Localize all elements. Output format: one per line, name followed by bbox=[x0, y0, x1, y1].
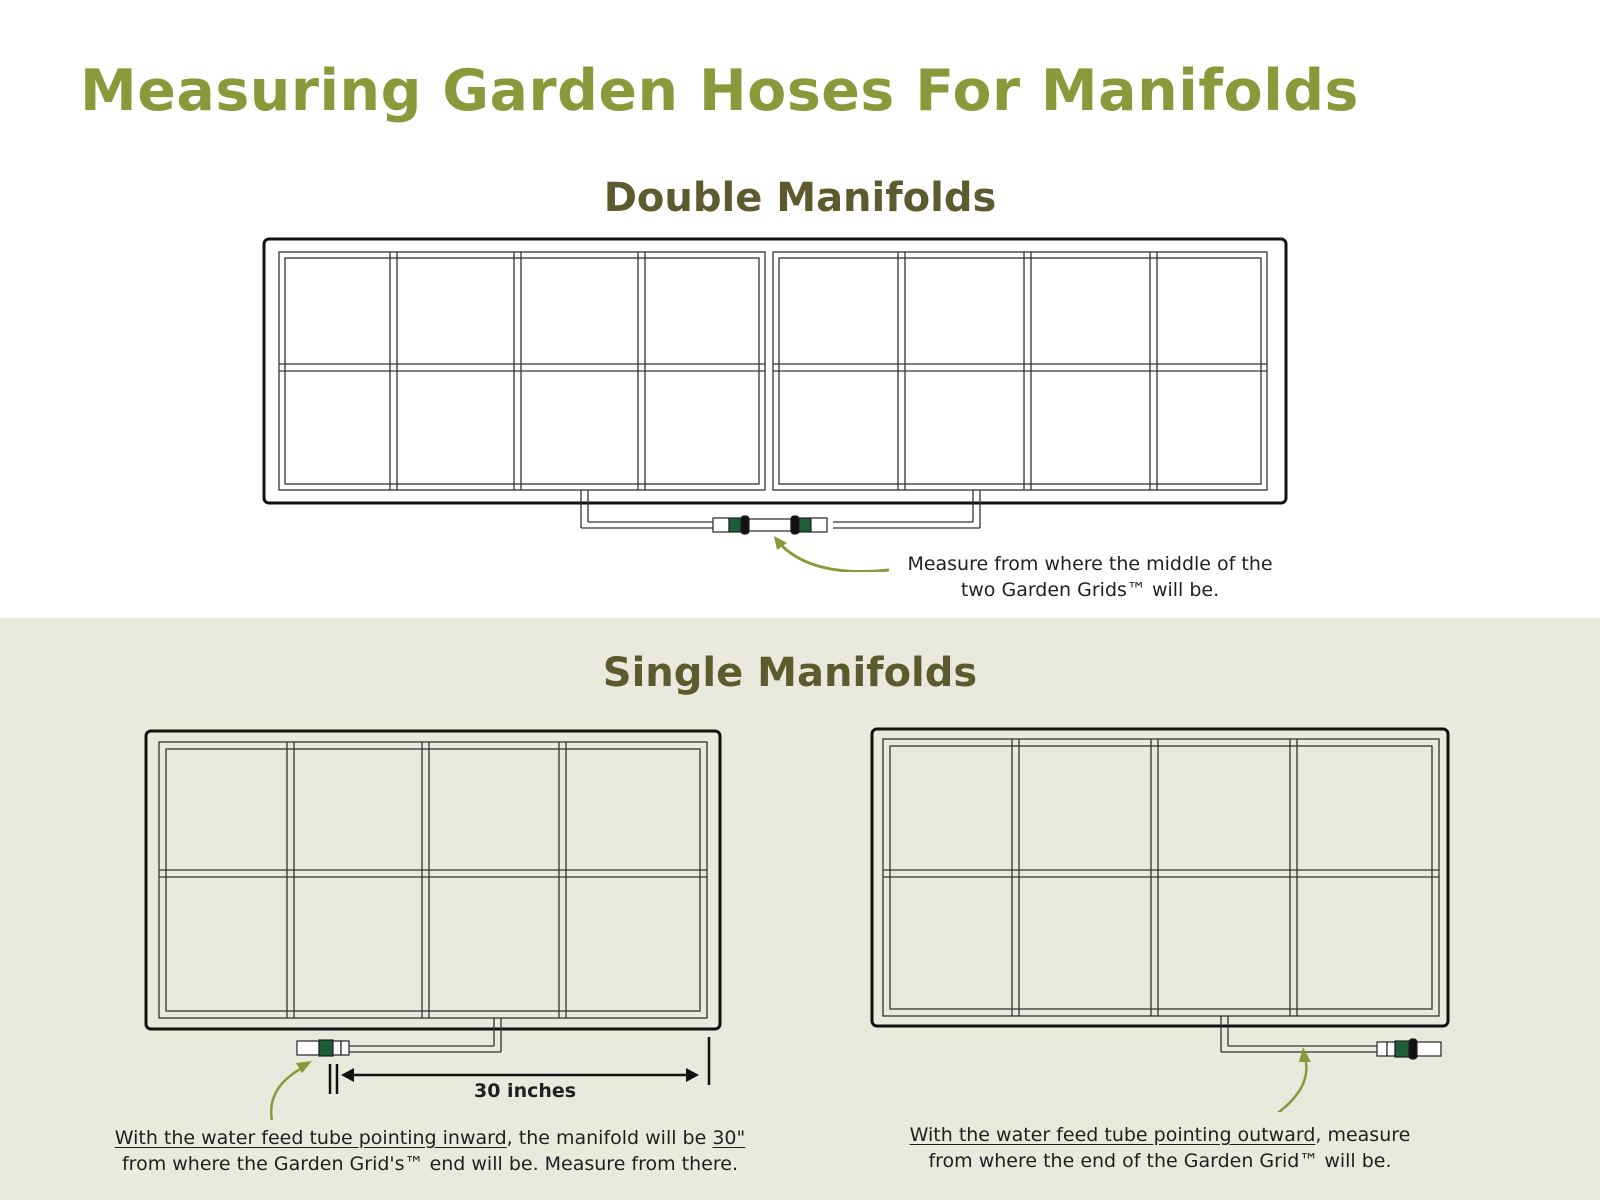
single-manifold-inward-diagram bbox=[140, 725, 740, 1120]
single-manifold-outward-diagram bbox=[865, 722, 1465, 1112]
double-manifold-note bbox=[860, 551, 1320, 603]
double-manifold-diagram bbox=[255, 232, 1305, 572]
outward-note-line2: from where the end of the Garden Grid™ will be. bbox=[928, 1150, 1392, 1172]
double-manifolds-heading: Double Manifolds bbox=[603, 175, 997, 221]
garden-grid-inward bbox=[159, 742, 707, 1018]
inward-note-line2: from where the Garden Grid's™ end will be. Measure from there. bbox=[121, 1153, 738, 1175]
inward-note-mid: , the manifold will be bbox=[506, 1127, 713, 1149]
outward-pointer-arrowhead bbox=[1299, 1047, 1311, 1062]
single-inward-connector bbox=[297, 1040, 349, 1056]
single-outward-note bbox=[840, 1122, 1480, 1174]
single-inward-hose bbox=[346, 1018, 501, 1052]
thirty-inch-label: 30 inches bbox=[474, 1080, 577, 1102]
single-inward-note bbox=[80, 1125, 780, 1177]
page-title: Measuring Garden Hoses For Manifolds bbox=[80, 58, 1359, 124]
inward-pointer-arrow bbox=[271, 1067, 304, 1120]
single-outward-hose bbox=[1221, 1016, 1377, 1052]
dimension-arrowhead-right bbox=[686, 1068, 699, 1082]
double-note-line1: Measure from where the middle of the bbox=[907, 553, 1273, 575]
outward-note-underlined: With the water feed tube pointing outward bbox=[909, 1124, 1316, 1146]
outward-pointer-arrow bbox=[1275, 1058, 1306, 1112]
dimension-arrowhead-left bbox=[341, 1068, 354, 1082]
garden-grid-outward bbox=[883, 739, 1439, 1016]
inward-note-value: 30" bbox=[712, 1127, 746, 1149]
double-manifold-connector bbox=[713, 516, 827, 534]
double-note-line2: two Garden Grids™ will be. bbox=[960, 579, 1220, 601]
single-inward-frame bbox=[146, 731, 720, 1029]
inward-note-underlined: With the water feed tube pointing inward bbox=[114, 1127, 507, 1149]
single-outward-connector bbox=[1377, 1039, 1441, 1059]
single-manifolds-heading: Single Manifolds bbox=[602, 650, 978, 696]
outward-note-mid: , measure bbox=[1315, 1124, 1411, 1146]
